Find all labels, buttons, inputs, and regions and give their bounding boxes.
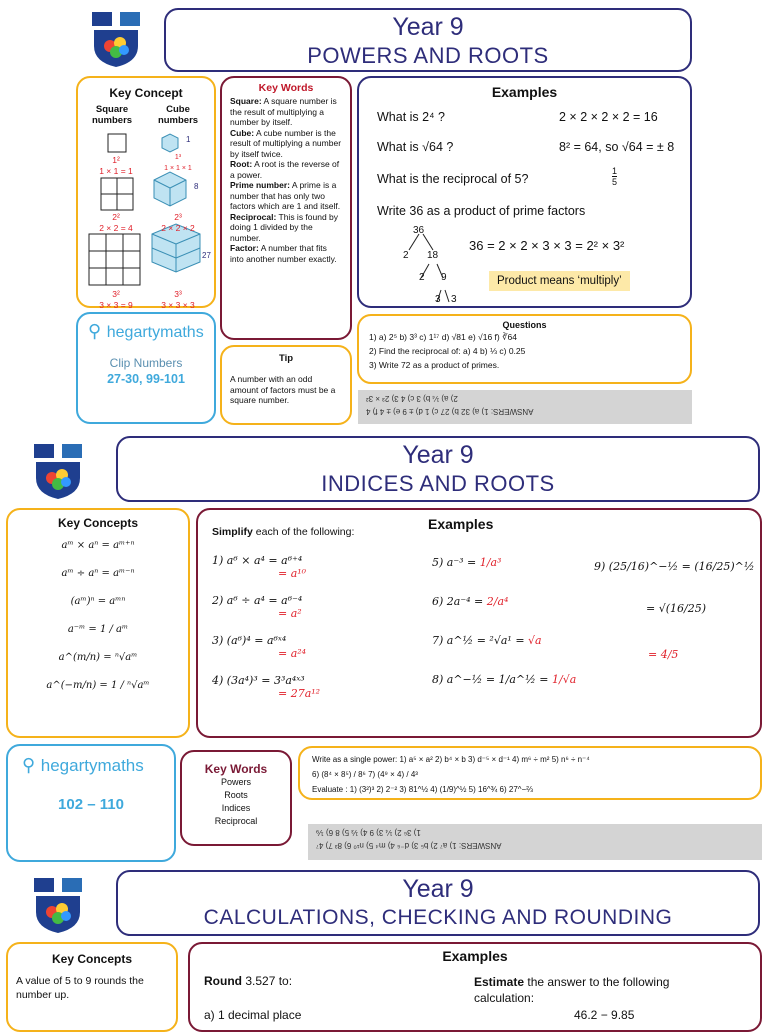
topic-title-2: INDICES AND ROOTS — [321, 471, 555, 496]
year-label: Year 9 — [392, 13, 464, 41]
index-example: 2) a⁶ ÷ a⁴ = a⁶⁻⁴ = a² — [212, 594, 303, 620]
estimate-calculation: 46.2 − 9.85 — [574, 1008, 635, 1022]
year-label-3: Year 9 — [402, 875, 474, 903]
examples-panel-3 — [188, 942, 762, 1032]
examples-column-1 — [212, 554, 412, 714]
cube-2-value: 8 — [194, 182, 199, 191]
index-rule: aᵐ × aⁿ = aᵐ⁺ⁿ — [61, 540, 135, 551]
square-2-label: 2² 2 × 2 = 4 — [99, 212, 133, 233]
topic-title: POWERS AND ROOTS — [307, 43, 549, 68]
key-words-title-2: Key Words — [204, 762, 268, 776]
tree-node-2b: 2 — [419, 272, 425, 283]
key-word-item: Factor: A number that fits into another number exactly. — [230, 243, 337, 264]
example-9-result: = 4/5 — [648, 648, 679, 661]
cube-numbers-heading: Cube numbers — [157, 104, 199, 126]
clip-numbers-value-2: 102 – 110 — [58, 796, 124, 813]
clip-numbers-value: 27-30, 99-101 — [107, 372, 185, 386]
examples-title-3: Examples — [442, 948, 508, 964]
clip-numbers-label: Clip Numbers — [109, 356, 183, 370]
index-rule: a^(m/n) = ⁿ√aᵐ — [58, 652, 138, 663]
square-1-label: 1² 1 × 1 = 1 — [99, 155, 133, 176]
index-example: 8) a^−½ = 1/a^½ = 1/√a — [432, 673, 577, 686]
tree-node-36: 36 — [413, 225, 425, 236]
index-example: 1) a⁶ × a⁴ = a⁶⁺⁴ = a¹⁰ — [212, 554, 307, 580]
round-instruction: Round 3.527 to: — [204, 974, 293, 988]
tree-node-18: 18 — [427, 250, 439, 261]
hegarty-person-icon-2: ⚲ — [22, 755, 36, 775]
index-rule: a^(−m/n) = 1 / ⁿ√aᵐ — [46, 680, 150, 691]
cube-1-value: 1 — [186, 135, 191, 144]
key-words-list — [230, 96, 342, 264]
section1-title-box — [164, 8, 692, 72]
index-rules-list — [8, 540, 188, 708]
tip-panel — [220, 345, 352, 425]
example-9-step: = √(16/25) — [646, 602, 707, 615]
round-part-a: a) 1 decimal place — [204, 1008, 302, 1022]
key-word-item: Prime number: A prime is a number that has only two factors which are 1 and itself. — [230, 180, 341, 211]
hegarty-logo-2: ⚲ hegartymaths — [22, 755, 144, 775]
section3-title-box — [116, 870, 760, 936]
estimate-instruction: Estimate the answer to the following calculation: — [474, 975, 670, 1005]
question2-line-1: Write as a single power: 1) a⁵ × a² 2) b⁴ × b 3) d⁻⁵ × d⁻¹ 4) m⁶ ÷ m² 5) n⁶ ÷ n⁻⁴ — [312, 755, 590, 764]
key-concept-title: Key Concept — [109, 86, 183, 100]
examples-panel — [357, 76, 692, 308]
section2-title-box — [116, 436, 760, 502]
key-word-item: Square: A square number is the result of multiplying a number by itself. — [230, 96, 337, 127]
school-crest-logo — [88, 10, 144, 68]
tree-node-9: 9 — [441, 272, 447, 283]
examples-column-2 — [432, 556, 602, 712]
key-concepts-title-3: Key Concepts — [51, 952, 133, 966]
answers-strip — [358, 390, 692, 424]
index-example: 7) a^½ = ²√a¹ = √a — [432, 634, 542, 647]
key-word-item: Roots — [224, 790, 248, 800]
key-word-item: Root: A root is the reverse of a power. — [230, 159, 340, 180]
index-example: 3) (a⁶)⁴ = a⁶ˣ⁴ = a²⁴ — [212, 634, 307, 660]
question-line-3: 3) Write 72 as a product of primes. — [369, 360, 500, 370]
questions-panel — [357, 314, 692, 384]
index-rule: (aᵐ)ⁿ = aᵐⁿ — [70, 596, 126, 607]
tip-title: Tip — [278, 353, 294, 364]
key-words-panel-2 — [180, 750, 292, 846]
square-3-label: 3² 3 × 3 = 9 — [99, 289, 133, 310]
square-numbers-heading: Square numbers — [91, 104, 133, 126]
example-9: 9) (25/16)^−½ = (16/25)^½ — [594, 560, 755, 573]
simplify-instruction: Simplify each of the following: — [212, 526, 355, 538]
index-example: 4) (3a⁴)³ = 3³a⁴ˣ³ = 27a¹² — [212, 674, 321, 700]
question2-line-3: Evaluate : 1) (3²)³ 2) 2⁻² 3) 81^½ 4) (1/9)^½ 5) 16^¾ 6) 27^−⅔ — [312, 785, 533, 794]
index-example: 5) a⁻³ = 1/a³ — [432, 556, 502, 569]
example-a1: 2 × 2 × 2 × 2 = 16 — [559, 110, 658, 124]
questions-title: Questions — [502, 320, 547, 330]
question-line-2: 2) Find the reciprocal of: a) 4 b) ⅓ c) 0.25 — [369, 346, 526, 356]
example-q3: What is the reciprocal of 5? — [377, 172, 529, 186]
key-word-item: Reciprocal: This is found by doing 1 divided by the number. — [230, 211, 339, 243]
key-words-panel — [220, 76, 352, 340]
key-concept-panel — [76, 76, 216, 308]
rounding-rule: A value of 5 to 9 rounds the number up. — [16, 975, 144, 1001]
answers-line-2: 2) a) ¼ b) 3 c) 4 3) 2³ × 3² — [366, 394, 458, 403]
product-note: Product means ‘multiply’ — [489, 271, 630, 291]
cube-3-label: 3³ 3 × 3 × 3 — [161, 289, 195, 310]
answers2-line-2: 1) 3⁶ 2) ¼ 3) 9 4) ⅓ 5) 8 6) ⅑ — [316, 828, 421, 837]
key-words-list-2 — [182, 776, 290, 828]
key-word-item: Powers — [220, 777, 251, 787]
examples-title: Examples — [491, 84, 558, 100]
examples-panel-2 — [196, 508, 762, 738]
key-word-item: Cube: A cube number is the result of multiplying a number by itself twice. — [230, 127, 342, 159]
example-q1: What is 2⁴ ? — [377, 110, 445, 124]
cube-3-value: 27 — [202, 251, 211, 260]
tip-text: A number with an odd amount of factors must be a square number. — [230, 374, 336, 405]
cube-2-label: 2³ 2 × 2 × 2 — [161, 212, 195, 233]
examples-title-2: Examples — [428, 516, 494, 532]
key-words-title: Key Words — [258, 82, 314, 94]
topic-title-3: CALCULATIONS, CHECKING AND ROUNDING — [203, 906, 673, 929]
key-word-item: Indices — [221, 803, 251, 813]
index-rule: aᵐ ÷ aⁿ = aᵐ⁻ⁿ — [61, 568, 135, 579]
tree-node-3b: 3 — [451, 294, 457, 305]
year-label-2: Year 9 — [402, 441, 474, 469]
example-q2: What is √64 ? — [377, 140, 454, 154]
hegarty-panel-2 — [6, 744, 176, 862]
tree-node-2a: 2 — [403, 250, 409, 261]
cube-1-label: 1³ 1 × 1 × 1 — [164, 154, 192, 172]
school-crest-logo-3 — [30, 876, 86, 934]
answers-strip-2 — [308, 824, 762, 860]
prime-factor-equation: 36 = 2 × 2 × 3 × 3 = 2² × 3² — [469, 238, 625, 253]
answers2-line-1: ANSWERS: 1) a⁷ 2) b⁵ 3) d⁻⁶ 4) m⁴ 5) n¹⁰ 6) 8³ 7) 4⁷ — [316, 841, 502, 850]
key-concepts-panel-2 — [6, 508, 190, 738]
question-line-1: 1) a) 2⁵ b) 3³ c) 1¹⁷ d) √81 e) √16 f) ∛64 — [369, 332, 517, 342]
example-a3: 1 5 — [612, 166, 618, 187]
example-q4: Write 36 as a product of prime factors — [377, 204, 586, 218]
tree-node-3a: 3 — [435, 294, 441, 305]
questions-panel-2 — [298, 746, 762, 800]
hegarty-panel — [76, 312, 216, 424]
key-concepts-panel-3 — [6, 942, 178, 1032]
example-a2: 8² = 64, so √64 = ± 8 — [559, 140, 675, 154]
index-example: 6) 2a⁻⁴ = 2/a⁴ — [432, 595, 509, 608]
school-crest-logo-2 — [30, 442, 86, 500]
key-concepts-title-2: Key Concepts — [57, 516, 139, 530]
key-word-item: Reciprocal — [214, 816, 258, 826]
hegarty-logo: ⚲ hegartymaths — [88, 321, 204, 341]
question2-line-2: 6) (8⁴ × 8⁵) / 8⁶ 7) (4⁹ × 4) / 4³ — [312, 770, 418, 779]
hegarty-person-icon: ⚲ — [88, 321, 102, 341]
answers-line-1: ANSWERS: 1) a) 32 b) 27 c) 1 d) ± 9 e) ± 4 f) 4 — [366, 407, 534, 416]
index-rule: a⁻ᵐ = 1 / aᵐ — [67, 624, 129, 635]
